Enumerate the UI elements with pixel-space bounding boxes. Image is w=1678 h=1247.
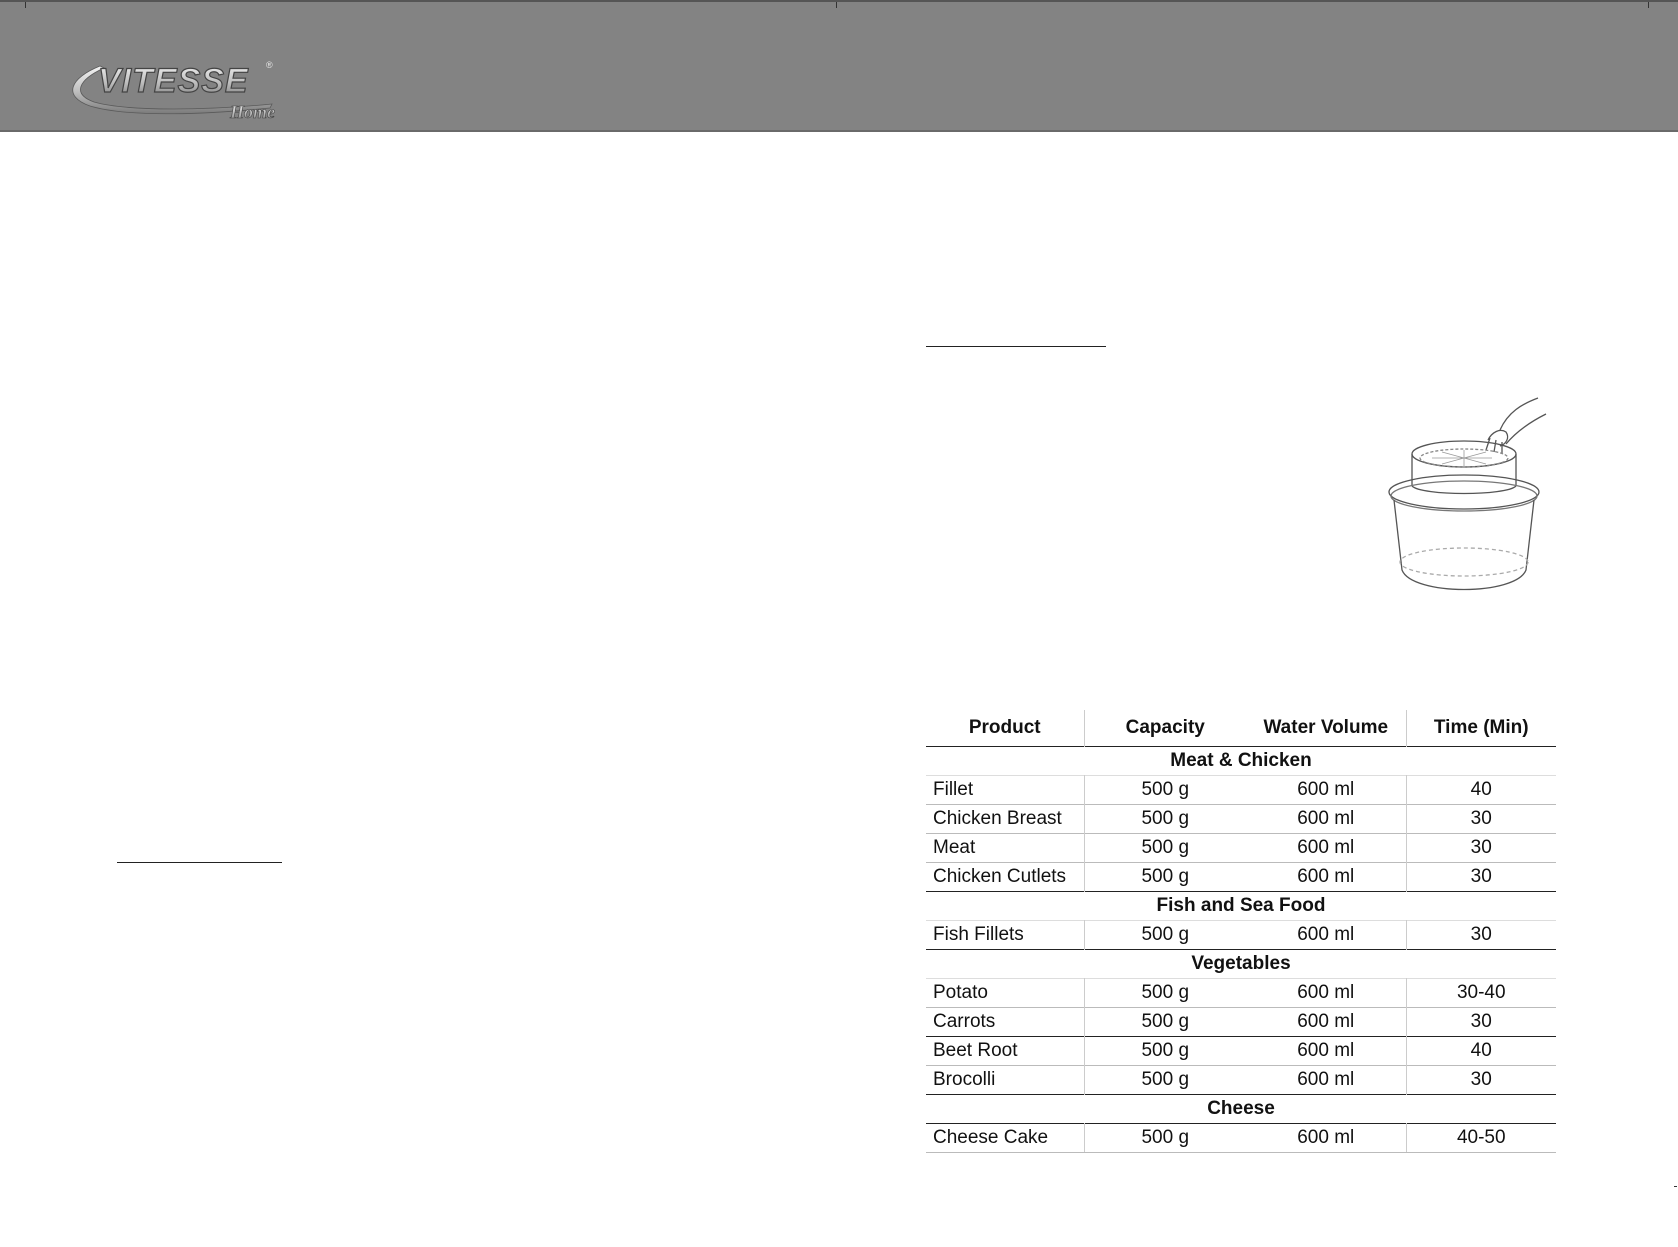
section-header-row (926, 950, 1556, 979)
capacity-cell: 500 g (1084, 1066, 1246, 1095)
capacity-cell: 500 g (1084, 979, 1246, 1008)
water-volume-cell: 600 ml (1246, 921, 1406, 950)
product-cell: Chicken Breast (926, 805, 1084, 834)
table-header-row (926, 710, 1556, 747)
section-title: Cheese (926, 1095, 1556, 1124)
logo-subtitle: Home (230, 102, 275, 122)
section-title: Vegetables (926, 950, 1556, 979)
crop-mark (1674, 1186, 1677, 1187)
steamer-basket-illustration (1382, 392, 1558, 604)
time-cell: 30 (1406, 834, 1556, 863)
product-cell: Fillet (926, 776, 1084, 805)
capacity-cell: 500 g (1084, 1008, 1246, 1037)
time-cell: 40 (1406, 1037, 1556, 1066)
time-cell: 30 (1406, 805, 1556, 834)
product-cell: Chicken Cutlets (926, 863, 1084, 892)
time-cell: 40 (1406, 776, 1556, 805)
water-volume-cell: 600 ml (1246, 863, 1406, 892)
capacity-cell: 500 g (1084, 1124, 1246, 1153)
time-cell: 30-40 (1406, 979, 1556, 1008)
vitesse-logo (60, 52, 310, 124)
table-row (926, 1066, 1556, 1095)
water-volume-cell: 600 ml (1246, 1037, 1406, 1066)
product-cell: Potato (926, 979, 1084, 1008)
section-title: Fish and Sea Food (926, 892, 1556, 921)
logo-wordmark: VITESSE (98, 62, 249, 100)
section-title: Meat & Chicken (926, 747, 1556, 776)
crop-mark (836, 2, 837, 8)
crop-mark (25, 2, 26, 8)
water-volume-cell: 600 ml (1246, 979, 1406, 1008)
water-volume-cell: 600 ml (1246, 1066, 1406, 1095)
table-row (926, 776, 1556, 805)
heading-underline (926, 346, 1106, 347)
time-cell: 40-50 (1406, 1124, 1556, 1153)
table-row (926, 921, 1556, 950)
column-header-product: Product (926, 710, 1084, 747)
water-volume-cell: 600 ml (1246, 805, 1406, 834)
column-header-capacity: Capacity (1125, 717, 1205, 738)
product-cell: Carrots (926, 1008, 1084, 1037)
capacity-cell: 500 g (1084, 805, 1246, 834)
product-cell: Fish Fillets (926, 921, 1084, 950)
time-cell: 30 (1406, 863, 1556, 892)
table-row (926, 805, 1556, 834)
column-header-water-volume: Water Volume (1246, 710, 1406, 747)
time-cell: 30 (1406, 921, 1556, 950)
time-cell: 30 (1406, 1008, 1556, 1037)
time-cell: 30 (1406, 1066, 1556, 1095)
water-volume-cell: 600 ml (1246, 834, 1406, 863)
section-header-row (926, 747, 1556, 776)
heading-underline (117, 862, 282, 863)
section-header-row (926, 1095, 1556, 1124)
product-cell: Cheese Cake (926, 1124, 1084, 1153)
capacity-cell: 500 g (1084, 834, 1246, 863)
cooking-times-table (926, 710, 1556, 1153)
table-row (926, 1124, 1556, 1153)
product-cell: Beet Root (926, 1037, 1084, 1066)
capacity-cell: 500 g (1084, 1037, 1246, 1066)
table-row (926, 834, 1556, 863)
water-volume-cell: 600 ml (1246, 1008, 1406, 1037)
page-header (0, 0, 1678, 132)
table-row (926, 1037, 1556, 1066)
crop-mark (1648, 2, 1649, 8)
table-row (926, 979, 1556, 1008)
product-cell: Brocolli (926, 1066, 1084, 1095)
capacity-cell: 500 g (1084, 863, 1246, 892)
section-header-row (926, 892, 1556, 921)
table-row (926, 863, 1556, 892)
column-header-time: Time (Min) (1433, 717, 1529, 738)
table-row (926, 1008, 1556, 1037)
capacity-cell: 500 g (1084, 921, 1246, 950)
product-cell: Meat (926, 834, 1084, 863)
water-volume-cell: 600 ml (1246, 1124, 1406, 1153)
capacity-cell: 500 g (1084, 776, 1246, 805)
water-volume-cell: 600 ml (1246, 776, 1406, 805)
logo-registered-mark: ® (266, 60, 273, 70)
